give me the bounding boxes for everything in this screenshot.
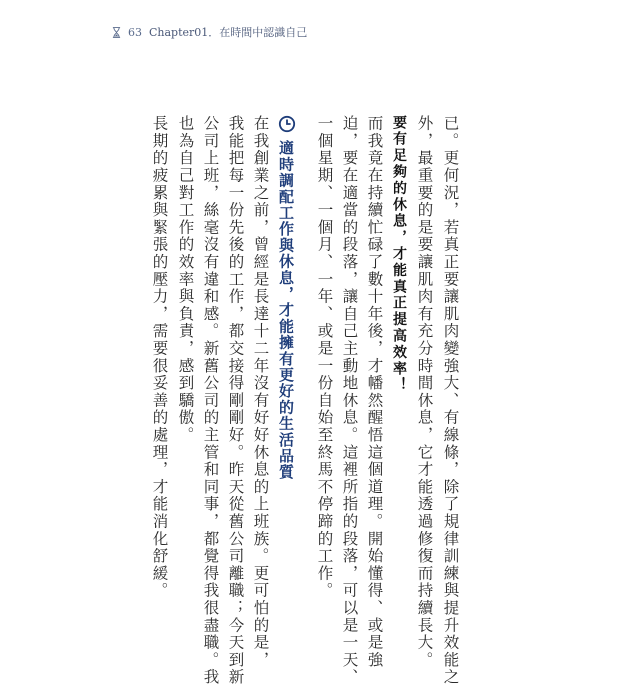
- text-column-1: 已。更何況，若真正要讓肌肉變強大、有線條，除了規律訓練與提升效能之: [441, 115, 460, 686]
- text-column-11: 也為自己對工作的效率與負責，感到驕傲。: [176, 115, 195, 444]
- text-column-6: 一個星期、一個月、一年、或是一份自始至終馬不停蹄的工作。: [315, 115, 334, 600]
- text-column-4: 而我竟在持續忙碌了數十年後，才幡然醒悟這個道理。開始懂得、或是強: [365, 115, 384, 669]
- text-column-10: 公司上班，絲毫沒有違和感。新舊公司的主管和同事，都覺得我很盡職。我: [201, 115, 220, 686]
- subheading-text: 要有足夠的休息，才能真正提高效率！: [391, 115, 407, 394]
- text-column-8: 在我創業之前，曾經是長達十二年沒有好好休息的上班族。更可怕的是，: [251, 115, 270, 669]
- page-number: 63: [128, 25, 142, 39]
- clock-icon: [278, 115, 296, 133]
- hourglass-icon: [112, 27, 121, 38]
- page-header: [112, 24, 307, 40]
- chapter-title: Chapter01．在時間中認識自己: [149, 26, 308, 39]
- text-column-5: 迫，要在適當的段落，讓自己主動地休息。這裡所指的段落，可以是一天、: [340, 115, 359, 686]
- section-heading: 適時調配工作與休息，才能擁有更好的生活品質: [277, 140, 295, 481]
- text-column-2: 外，最重要的是要讓肌肉有充分時間休息，它才能透過修復而持續長大。: [415, 115, 434, 669]
- text-column-12: 長期的疲累與緊張的壓力，需要很妥善的處理，才能消化舒緩。: [150, 115, 169, 600]
- text-column-9: 我能把每一份先後的工作，都交接得剛剛好。昨天從舊公司離職；今天到新: [226, 115, 245, 686]
